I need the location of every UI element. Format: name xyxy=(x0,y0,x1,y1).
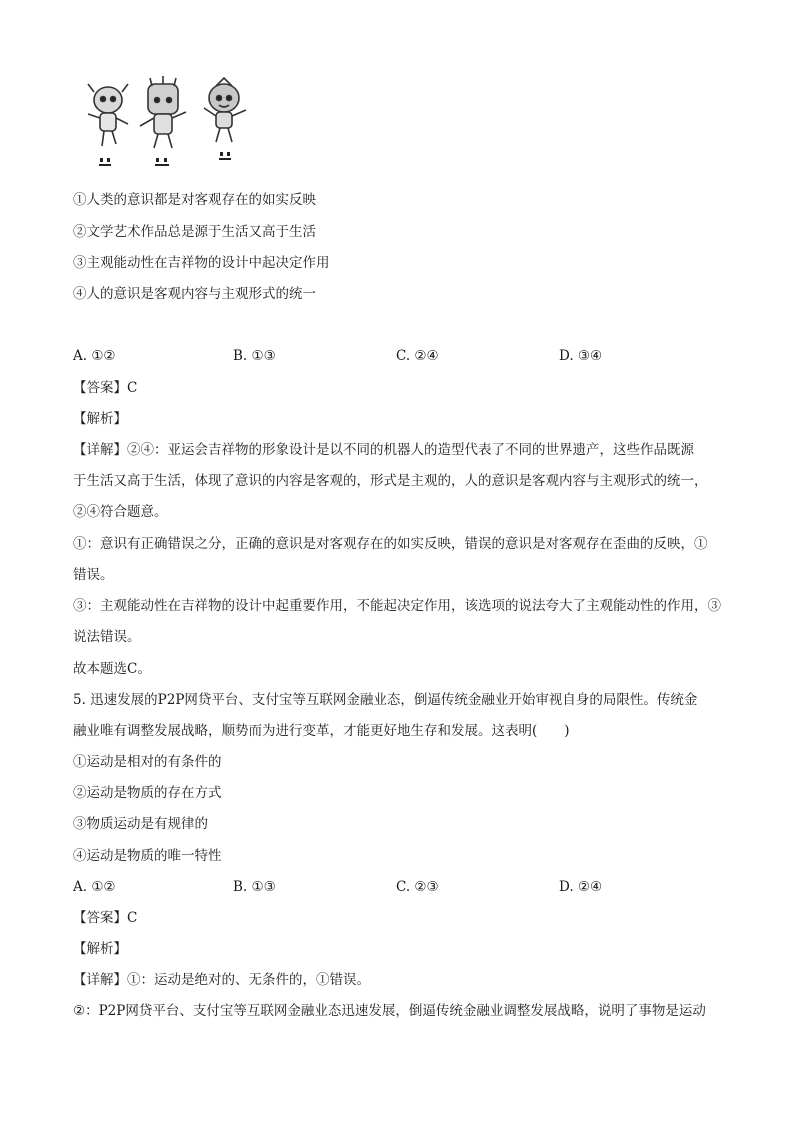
q4-detail-line-8: 故本题选C。 xyxy=(73,661,151,677)
q4-option-c: C. ②④ xyxy=(396,348,439,364)
mascot-3 xyxy=(204,78,246,160)
q5-option-c: C. ②③ xyxy=(396,879,439,895)
q4-detail-line-3: ②④符合题意。 xyxy=(73,504,168,520)
q4-statement-3: ③主观能动性在吉祥物的设计中起决定作用 xyxy=(73,255,330,271)
mascot-robots-image xyxy=(80,74,260,174)
q5-stem-line-1: 5. 迅速发展的P2P网贷平台、支付宝等互联网金融业态，倒逼传统金融业开始审视自身的局限性。传统金 xyxy=(73,692,698,708)
q4-detail-line-2: 于生活又高于生活，体现了意识的内容是客观的，形式是主观的，人的意识是客观内容与主观形式的统一， xyxy=(73,473,708,489)
q5-detail-line-2: ②：P2P网贷平台、支付宝等互联网金融业态迅速发展，倒逼传统金融业调整发展战略，说明了事物是运动 xyxy=(73,1003,706,1019)
q5-option-b: B. ①③ xyxy=(233,879,276,895)
q5-options xyxy=(73,877,733,897)
q4-options xyxy=(73,346,733,366)
q4-answer: 【答案】C xyxy=(73,380,138,396)
mascot-figure xyxy=(80,74,260,174)
q5-answer: 【答案】C xyxy=(73,910,138,926)
q5-detail-line-1: 【详解】①：运动是绝对的、无条件的，①错误。 xyxy=(73,972,370,988)
q5-statement-1: ①运动是相对的有条件的 xyxy=(73,754,222,770)
q5-statement-3: ③物质运动是有规律的 xyxy=(73,816,208,832)
q4-analysis-label: 【解析】 xyxy=(73,411,127,427)
q4-detail-line-1: 【详解】②④：亚运会吉祥物的形象设计是以不同的机器人的造型代表了不同的世界遗产，这些作品既源 xyxy=(73,442,694,458)
q4-statement-2: ②文学艺术作品总是源于生活又高于生活 xyxy=(73,224,316,240)
q5-option-d: D. ②④ xyxy=(559,879,603,895)
q4-option-a: A. ①② xyxy=(73,348,116,364)
q4-option-b: B. ①③ xyxy=(233,348,276,364)
q5-statement-4: ④运动是物质的唯一特性 xyxy=(73,848,222,864)
mascot-2 xyxy=(140,76,186,166)
q4-statement-4: ④人的意识是客观内容与主观形式的统一 xyxy=(73,286,316,302)
q4-option-d: D. ③④ xyxy=(559,348,603,364)
mascot-1 xyxy=(88,84,128,166)
q4-statement-1: ①人类的意识都是对客观存在的如实反映 xyxy=(73,192,316,208)
q4-detail-line-5: 错误。 xyxy=(73,567,114,583)
q4-detail-line-6: ③：主观能动性在吉祥物的设计中起重要作用，不能起决定作用，该选项的说法夸大了主观能动性的作用，③ xyxy=(73,598,721,614)
q5-stem-line-2: 融业唯有调整发展战略，顺势而为进行变革，才能更好地生存和发展。这表明( ) xyxy=(73,723,570,739)
q5-option-a: A. ①② xyxy=(73,879,116,895)
q5-statement-2: ②运动是物质的存在方式 xyxy=(73,785,222,801)
q5-analysis-label: 【解析】 xyxy=(73,941,127,957)
q4-detail-line-7: 说法错误。 xyxy=(73,629,141,645)
q4-detail-line-4: ①：意识有正确错误之分，正确的意识是对客观存在的如实反映，错误的意识是对客观存在歪曲的反映，① xyxy=(73,536,708,552)
